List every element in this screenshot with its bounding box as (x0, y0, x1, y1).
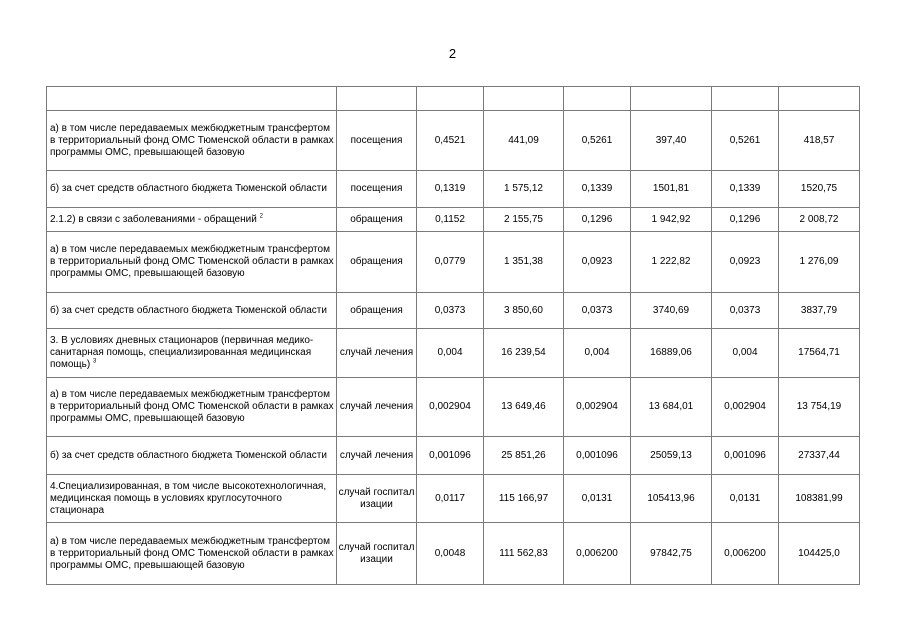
value-cell: 104425,0 (779, 523, 860, 585)
value-cell: 0,5261 (564, 111, 631, 171)
row-name: а) в том числе передаваемых межбюджетным трансфертом в территориальный фонд ОМС Тюменской области в рамках программы ОМС, превышающей базовую (50, 122, 334, 158)
value-cell: 0,002904 (564, 378, 631, 437)
value-cell: 2 155,75 (484, 208, 564, 232)
header-cell (337, 87, 417, 111)
value-cell: 0,1319 (417, 171, 484, 208)
row-name: 4.Специализированная, в том числе высокотехнологичная, медицинская помощь в условиях круглосуточного стационара (50, 480, 327, 516)
value-cell: 108381,99 (779, 475, 860, 523)
row-name: а) в том числе передаваемых межбюджетным трансфертом в территориальный фонд ОМС Тюменской области в рамках программы ОМС, превышающей базовую (50, 535, 334, 571)
value-cell: 0,0373 (712, 293, 779, 329)
value-cell: 17564,71 (779, 329, 860, 378)
table-row (47, 171, 860, 208)
row-name-cell (47, 437, 337, 475)
data-table (46, 86, 860, 585)
value-cell: 0,1296 (564, 208, 631, 232)
value-cell: 3837,79 (779, 293, 860, 329)
value-cell: 0,0117 (417, 475, 484, 523)
value-cell: 0,0373 (417, 293, 484, 329)
value-cell: 1 575,12 (484, 171, 564, 208)
value-cell: 1 351,38 (484, 232, 564, 293)
table-row (47, 437, 860, 475)
header-cell (779, 87, 860, 111)
value-cell: 1 222,82 (631, 232, 712, 293)
value-cell: 0,0923 (712, 232, 779, 293)
value-cell: 25 851,26 (484, 437, 564, 475)
table-row (47, 475, 860, 523)
value-cell: 0,001096 (417, 437, 484, 475)
value-cell: 0,006200 (712, 523, 779, 585)
value-cell: 1520,75 (779, 171, 860, 208)
row-name: 3. В условиях дневных стационаров (первичная медико-санитарная помощь, специализированная медицинская помощь) (50, 335, 314, 370)
footnote-mark: 3 (92, 358, 97, 365)
value-cell: 0,1296 (712, 208, 779, 232)
value-cell: 0,004 (564, 329, 631, 378)
row-name-cell (47, 171, 337, 208)
table-row (47, 232, 860, 293)
value-cell: 0,0048 (417, 523, 484, 585)
value-cell: 16889,06 (631, 329, 712, 378)
header-cell (484, 87, 564, 111)
row-name-cell (47, 329, 337, 378)
row-name: б) за счет средств областного бюджета Тюменской области (50, 304, 327, 316)
table-row (47, 378, 860, 437)
value-cell: 3740,69 (631, 293, 712, 329)
row-name-cell (47, 523, 337, 585)
value-cell: 0,002904 (417, 378, 484, 437)
row-name: а) в том числе передаваемых межбюджетным трансфертом в территориальный фонд ОМС Тюменской области в рамках программы ОМС, превышающей базовую (50, 389, 334, 424)
table-row (47, 329, 860, 378)
value-cell: 1 276,09 (779, 232, 860, 293)
value-cell: 13 754,19 (779, 378, 860, 437)
table-row (47, 111, 860, 171)
footnote-mark: 2 (259, 213, 263, 220)
table-row (47, 293, 860, 329)
value-cell: 3 850,60 (484, 293, 564, 329)
value-cell: 2 008,72 (779, 208, 860, 232)
row-unit-cell: обращения (337, 293, 417, 329)
value-cell: 0,1152 (417, 208, 484, 232)
row-unit-cell: посещения (337, 111, 417, 171)
header-cell (631, 87, 712, 111)
value-cell: 0,001096 (712, 437, 779, 475)
row-name-cell (47, 293, 337, 329)
header-cell (47, 87, 337, 111)
value-cell: 16 239,54 (484, 329, 564, 378)
row-unit: случай госпитализации (338, 541, 415, 565)
value-cell: 0,001096 (564, 437, 631, 475)
row-unit-cell: посещения (337, 171, 417, 208)
value-cell: 1501,81 (631, 171, 712, 208)
row-name-cell (47, 111, 337, 171)
row-name: 2.1.2) в связи с заболеваниями - обращений (50, 213, 257, 225)
value-cell: 27337,44 (779, 437, 860, 475)
value-cell: 13 649,46 (484, 378, 564, 437)
value-cell: 13 684,01 (631, 378, 712, 437)
value-cell: 0,1339 (712, 171, 779, 208)
row-unit-cell: обращения (337, 208, 417, 232)
row-name: б) за счет средств областного бюджета Тюменской области (50, 183, 327, 194)
value-cell: 0,004 (417, 329, 484, 378)
row-name: б) за счет средств областного бюджета Тюменской области (50, 449, 327, 461)
row-unit: случай госпитализации (338, 486, 415, 510)
value-cell: 111 562,83 (484, 523, 564, 585)
value-cell: 0,0131 (564, 475, 631, 523)
value-cell: 0,1339 (564, 171, 631, 208)
value-cell: 0,006200 (564, 523, 631, 585)
header-cell (564, 87, 631, 111)
value-cell: 0,004 (712, 329, 779, 378)
value-cell: 397,40 (631, 111, 712, 171)
row-unit-cell (337, 523, 417, 585)
value-cell: 0,0373 (564, 293, 631, 329)
row-name-cell (47, 475, 337, 523)
row-unit-cell: случай лечения (337, 378, 417, 437)
value-cell: 25059,13 (631, 437, 712, 475)
value-cell: 0,5261 (712, 111, 779, 171)
value-cell: 0,0779 (417, 232, 484, 293)
value-cell: 441,09 (484, 111, 564, 171)
row-unit-cell: обращения (337, 232, 417, 293)
row-unit-cell (337, 475, 417, 523)
header-cell (417, 87, 484, 111)
row-unit-cell: случай лечения (337, 437, 417, 475)
value-cell: 0,4521 (417, 111, 484, 171)
row-name-cell (47, 378, 337, 437)
table-row (47, 523, 860, 585)
value-cell: 105413,96 (631, 475, 712, 523)
row-name-cell (47, 232, 337, 293)
value-cell: 0,0131 (712, 475, 779, 523)
value-cell: 0,002904 (712, 378, 779, 437)
header-cell (712, 87, 779, 111)
page-number: 2 (448, 46, 457, 61)
row-name: а) в том числе передаваемых межбюджетным трансфертом в территориальный фонд ОМС Тюменской области в рамках программы ОМС, превышающей базовую (50, 244, 334, 279)
value-cell: 418,57 (779, 111, 860, 171)
value-cell: 1 942,92 (631, 208, 712, 232)
table-header-row (47, 87, 860, 111)
value-cell: 97842,75 (631, 523, 712, 585)
value-cell: 0,0923 (564, 232, 631, 293)
table-row (47, 208, 860, 232)
row-unit-cell: случай лечения (337, 329, 417, 378)
value-cell: 115 166,97 (484, 475, 564, 523)
row-name-cell (47, 208, 337, 232)
